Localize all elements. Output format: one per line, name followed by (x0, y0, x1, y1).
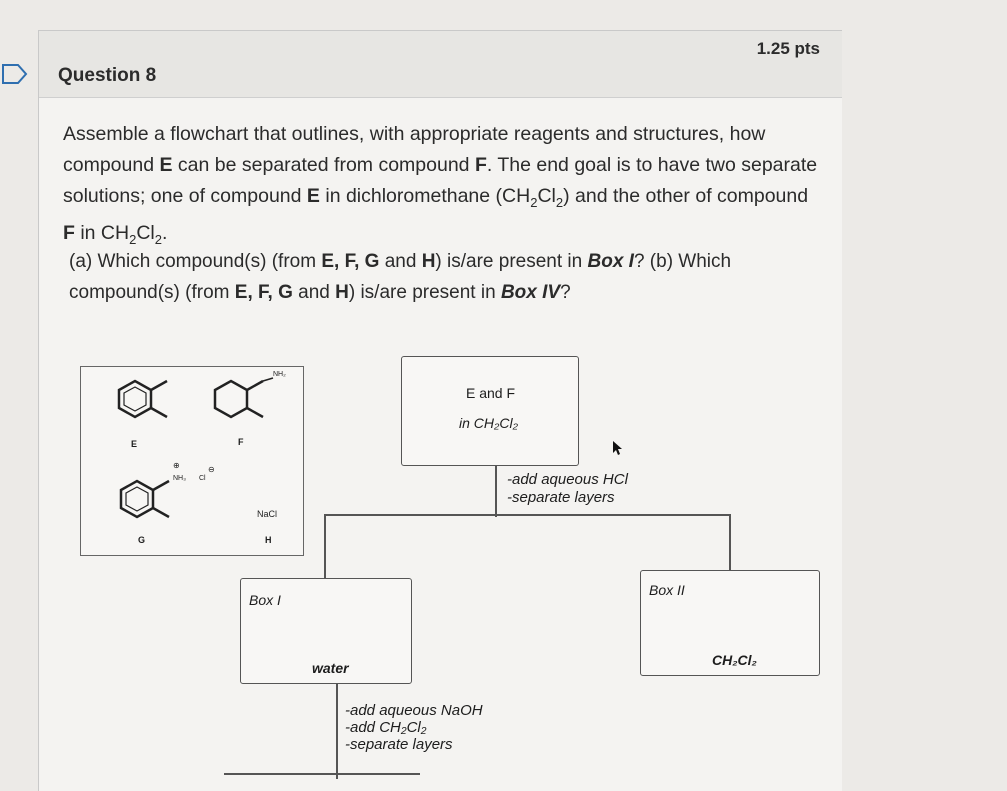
part-a: (a) Which compound(s) (from E, F, G and H) is/are present in Box I? (b) Which (69, 251, 732, 272)
structures-panel (80, 366, 304, 556)
label-nh2: NH₂ (273, 371, 286, 378)
label-plus: ⊕ (173, 461, 180, 470)
flag-icon[interactable] (0, 62, 30, 86)
prompt-line-2: compound E can be separated from compound F. The end goal is to have two separate (63, 154, 818, 176)
question-header (39, 31, 842, 98)
step-2-line-3: -separate layers (345, 736, 453, 753)
label-nh3: NH₃ (173, 475, 186, 482)
start-line-2: in CH₂Cl₂ (459, 415, 518, 431)
part-b: compound(s) (from E, F, G and H) is/are present in Box IV? (69, 282, 571, 303)
connector-bottom-horizontal (224, 773, 420, 775)
connector-left-down (324, 514, 326, 580)
cursor-icon (611, 440, 625, 456)
question-parts (69, 246, 769, 308)
label-nacl: NaCl (257, 509, 278, 519)
connector-box1-down (336, 683, 338, 779)
question-points: 1.25 pts (756, 39, 820, 58)
label-cl: Cl (199, 475, 206, 482)
connector-horizontal (324, 514, 730, 516)
box-1-layer: water (312, 660, 349, 676)
label-g: G (138, 535, 146, 545)
label-minus: ⊖ (208, 465, 215, 474)
box-2 (640, 570, 820, 676)
step-1-line-2: -separate layers (507, 489, 615, 506)
molecule-g-icon (111, 472, 181, 532)
box-2-layer: CH₂Cl₂ (712, 652, 757, 668)
label-f: F (238, 437, 244, 447)
step-1-line-1: -add aqueous HCl (507, 471, 628, 488)
prompt-line-4: F in $CH_2Cl_2$. (63, 222, 168, 247)
box-2-label: Box II (649, 582, 685, 598)
molecule-e-icon (101, 375, 171, 435)
question-title: Question 8 (58, 65, 157, 86)
start-line-1: E and F (466, 385, 516, 401)
question-prompt (63, 119, 823, 255)
connector-right-down (729, 514, 731, 570)
step-2-line-1: -add aqueous NaOH (345, 702, 483, 719)
label-h: H (265, 535, 272, 545)
box-1-label: Box I (249, 592, 281, 608)
label-e: E (131, 439, 138, 449)
prompt-line-3: solutions; one of compound E in dichloromethane $(CH_2Cl_2)$ and the other of compound (63, 185, 809, 210)
connector-start-down (495, 465, 497, 517)
box-1 (240, 578, 412, 684)
prompt-line-1: Assemble a flowchart that outlines, with appropriate reagents and structures, how (63, 123, 766, 145)
start-box (401, 356, 579, 466)
molecule-f-icon (203, 372, 293, 432)
step-2-line-2: -add CH₂Cl₂ (345, 719, 427, 736)
